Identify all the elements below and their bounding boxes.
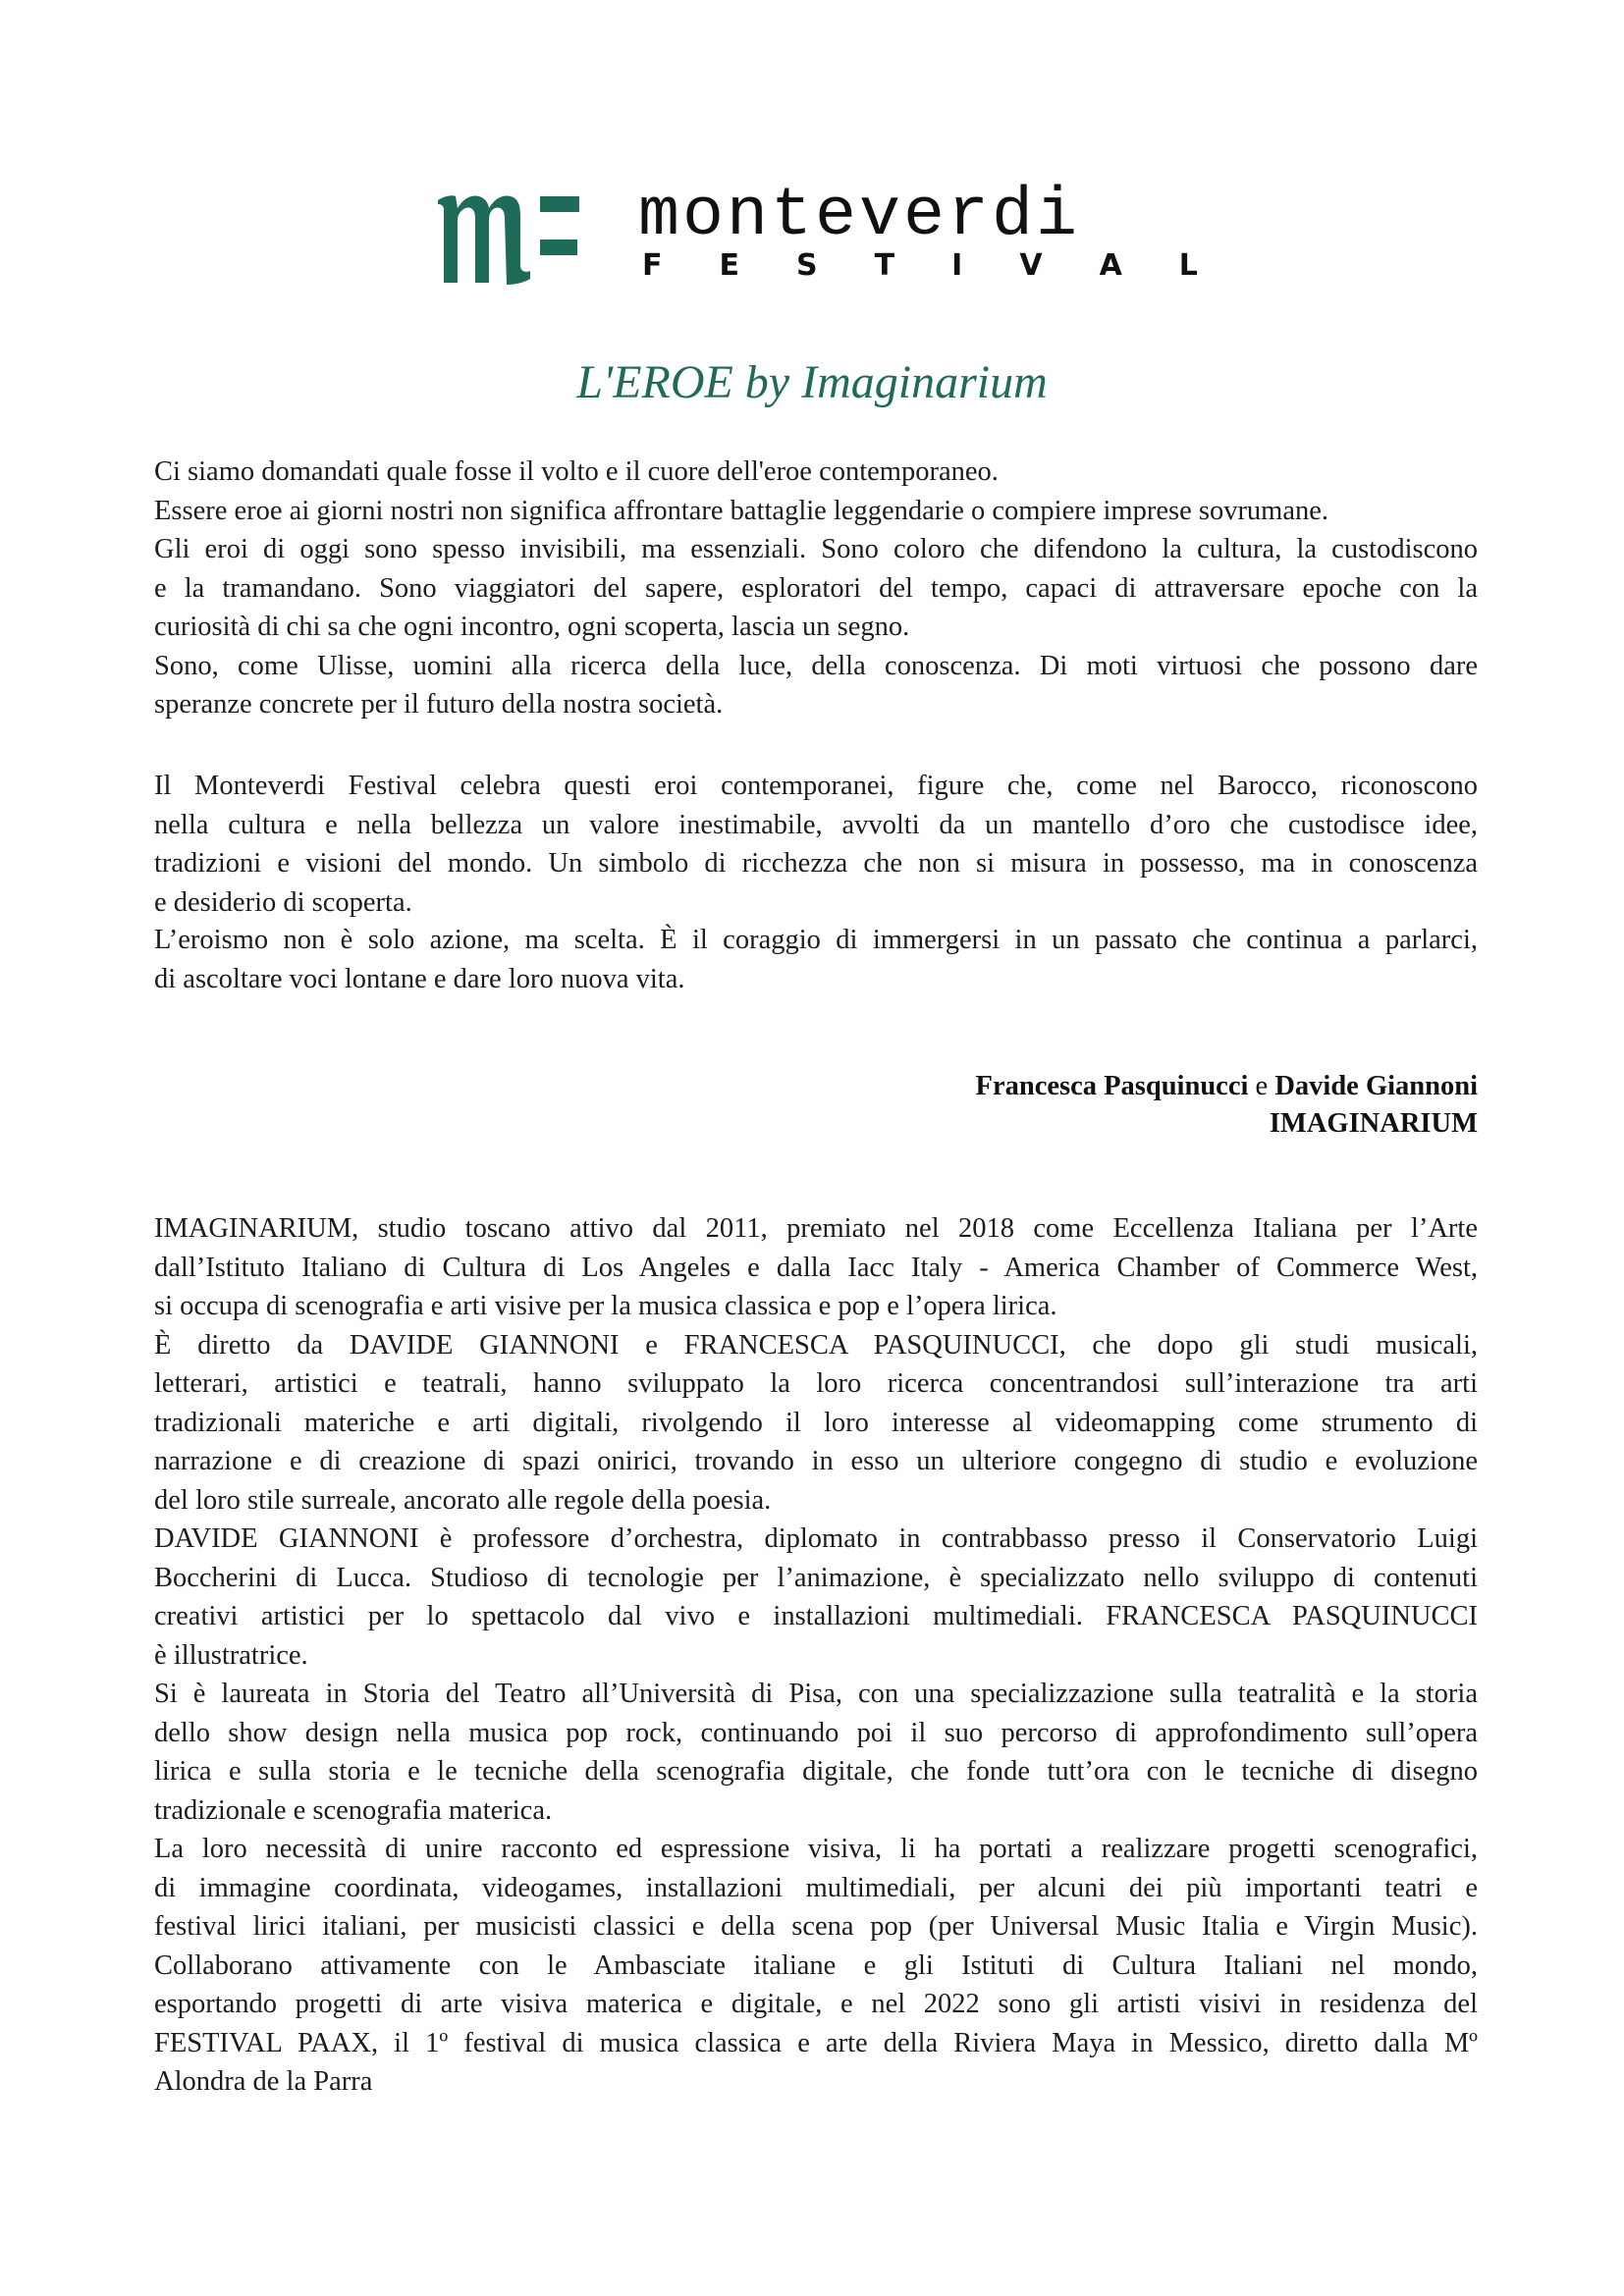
text-line: Gli eroi di oggi sono spesso invisibili, ma essenziali. Sono coloro che difendono la cultura, la custodiscono <box>154 534 1478 564</box>
text-line: nella cultura e nella bellezza un valore inestimabile, avvolti da un mantello d’oro che custodisce idee, <box>154 809 1478 840</box>
intro-paragraph <box>154 453 1478 724</box>
studio-name: IMAGINARIUM <box>1269 1108 1478 1139</box>
text-line: Collaborano attivamente con le Ambasciate italiane e gli Istituti di Cultura Italiani nel mondo, <box>154 1949 1478 1981</box>
text-line: creativi artistici per lo spettacolo dal vivo e installazioni multimediali. FRANCESCA PASQUINUCCI <box>154 1601 1478 1631</box>
text-line: lirica e sulla storia e le tecniche della scenografia digitale, che fonde tutt’ora con le tecniche di disegno <box>154 1756 1478 1787</box>
text-line: di immagine coordinata, videogames, installazioni multimediali, per alcuni dei più importanti teatri e <box>154 1872 1478 1903</box>
text-line: festival lirici italiani, per musicisti classici e della scena pop (per Universal Music Italia e Virgin Music). <box>154 1911 1478 1942</box>
text-line: speranze concrete per il futuro della nostra società. <box>154 689 724 720</box>
wordmark-monteverdi: monteverdi <box>638 178 1081 255</box>
text-line: del loro stile surreale, ancorato alle regole della poesia. <box>154 1484 772 1516</box>
text-line: IMAGINARIUM, studio toscano attivo dal 2011, premiato nel 2018 come Eccellenza Italiana per l’Arte <box>154 1213 1478 1244</box>
text-line: Si è laureata in Storia del Teatro all’Università di Pisa, con una specializzazione sulla teatralità e la storia <box>154 1679 1478 1709</box>
text-line: dello show design nella musica pop rock, continuando poi il suo percorso di approfondimento sull’opera <box>154 1717 1478 1748</box>
signature-studio <box>976 1105 1478 1143</box>
text-line: Il Monteverdi Festival celebra questi eroi contemporanei, figure che, come nel Barocco, riconoscono <box>154 771 1478 801</box>
author-name: Davide Giannoni <box>1274 1071 1478 1101</box>
text-line: curiosità di chi sa che ogni incontro, ogni scoperta, lascia un segno. <box>154 612 910 642</box>
text-line: Boccherini di Lucca. Studioso di tecnologie per l’animazione, è specializzato nello sviluppo di contenuti <box>154 1562 1478 1593</box>
monteverdi-festival-logo <box>436 178 1202 287</box>
festival-letter: F <box>642 248 663 283</box>
text-line: Essere eroe ai giorni nostri non significa affrontare battaglie leggendarie o compiere imprese sovrumane. <box>154 495 1329 526</box>
text-line: tradizioni e visioni del mondo. Un simbolo di ricchezza che non si misura in possesso, ma in conoscenza <box>154 848 1478 879</box>
text-line: tradizionale e scenografia materica. <box>154 1794 553 1826</box>
festival-letter: T <box>874 248 895 283</box>
text-line: esportando progetti di arte visiva materica e digitale, e nel 2022 sono gli artisti visivi in residenza del <box>154 1989 1478 2019</box>
page-title: L'EROE by Imaginarium <box>576 356 1048 408</box>
text-line: tradizionali materiche e arti digitali, rivolgendo il loro interesse al videomapping come strumento di <box>154 1407 1478 1438</box>
text-line: e la tramandano. Sono viaggiatori del sapere, esploratori del tempo, capaci di attraversare epoche con la <box>154 572 1478 604</box>
text-line: è illustratrice. <box>154 1639 308 1671</box>
text-line: e desiderio di scoperta. <box>154 886 412 918</box>
festival-paragraph <box>154 767 1478 922</box>
text-line: letterari, artistici e teatrali, hanno sviluppato la loro ricerca concentrandosi sull’interazione tra arti <box>154 1368 1478 1399</box>
text-line: Sono, come Ulisse, uomini alla ricerca della luce, della conoscenza. Di moti virtuosi che possono dare <box>154 650 1478 681</box>
text-line: L’eroismo non è solo azione, ma scelta. È il coraggio di immergersi in un passato che continua a parlarci, <box>154 925 1478 955</box>
signature-authors <box>976 1068 1478 1105</box>
mf-monogram-icon <box>436 188 581 287</box>
text-line: Alondra de la Parra <box>154 2066 373 2097</box>
text-line: FESTIVAL PAAX, il 1º festival di musica classica e arte della Riviera Maya in Messico, diretto dalla Mº <box>154 2027 1478 2058</box>
wordmark-festival <box>642 249 1198 283</box>
text-line: È diretto da DAVIDE GIANNONI e FRANCESCA PASQUINUCCI, che dopo gli studi musicali, <box>154 1329 1478 1361</box>
signature <box>976 1068 1478 1143</box>
festival-letter: E <box>719 248 740 283</box>
wordmark <box>638 178 1198 287</box>
author-conjunction: e <box>1248 1071 1275 1101</box>
text-line: DAVIDE GIANNONI è professore d’orchestra, diplomato in contrabbasso presso il Conservatorio Luigi <box>154 1523 1478 1554</box>
festival-letter: V <box>1019 248 1043 283</box>
text-line: si occupa di scenografia e arti visive per la musica classica e pop e l’opera lirica. <box>154 1291 1057 1321</box>
festival-letter: S <box>796 248 818 283</box>
text-line: narrazione e di creazione di spazi onirici, trovando in esso un ulteriore congegno di studio e evoluzione <box>154 1446 1478 1476</box>
author-name: Francesca Pasquinucci <box>975 1071 1249 1101</box>
festival-letter: I <box>951 248 963 283</box>
text-line: di ascoltare voci lontane e dare loro nuova vita. <box>154 963 685 994</box>
imaginarium-bio <box>154 1209 1478 2102</box>
text-line: La loro necessità di unire racconto ed espressione visiva, li ha portati a realizzare progetti scenografici, <box>154 1834 1478 1864</box>
heroism-paragraph <box>154 921 1478 998</box>
festival-letter: L <box>1178 248 1198 283</box>
text-line: dall’Istituto Italiano di Cultura di Los Angeles e dalla Iacc Italy - America Chamber of Commerce West, <box>154 1252 1478 1283</box>
text-line: Ci siamo domandati quale fosse il volto e il cuore dell'eroe contemporaneo. <box>154 456 999 487</box>
festival-letter: A <box>1099 248 1122 283</box>
